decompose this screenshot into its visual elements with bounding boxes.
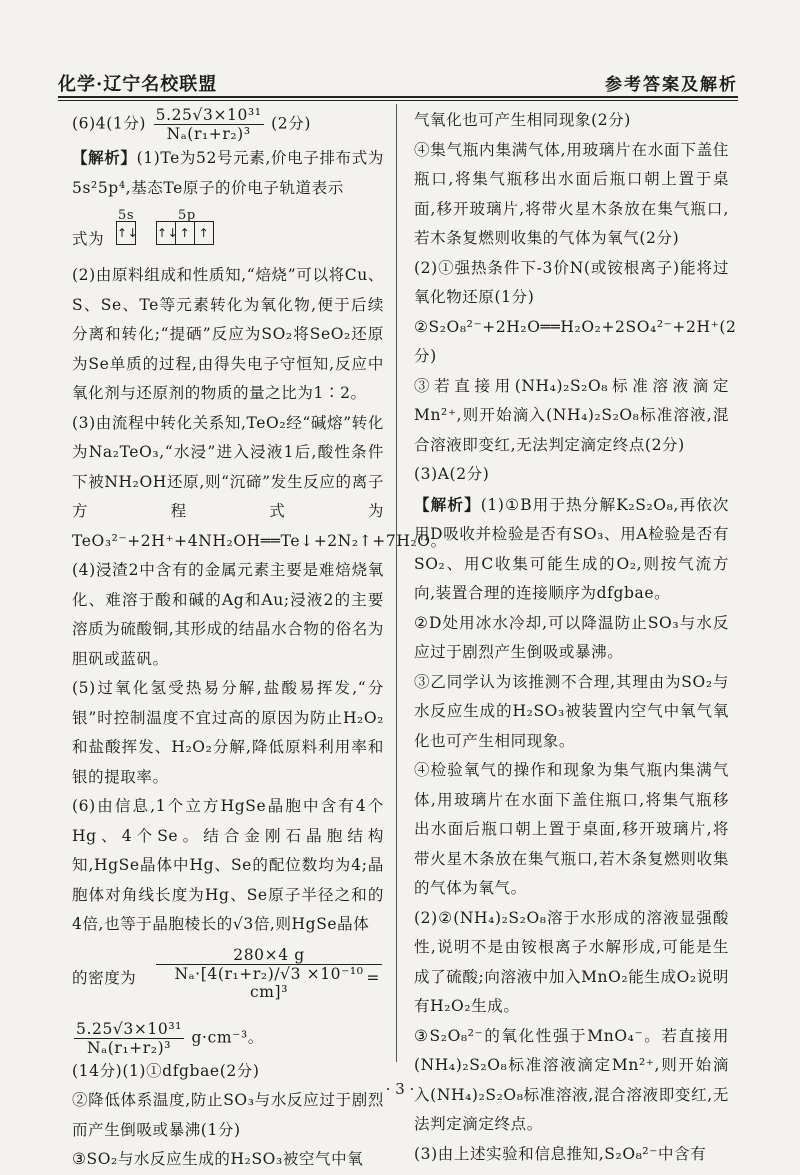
analysis-14-7: (3)由上述实验和信息推知,S₂O₈²⁻中含有: [414, 1144, 707, 1163]
analysis-14-5: (2)②(NH₄)₂S₂O₈溶于水形成的溶液显强酸性,说明不是由铵根离子水解形成,可能是生成了硫酸;向溶液中加入MnO₂能生成O₂说明有H₂O₂生成。: [414, 908, 729, 1015]
header-section: 参考答案及解析: [605, 75, 738, 95]
analysis-14-6: ③S₂O₈²⁻的氧化性强于MnO₄⁻。若直接用(NH₄)₂S₂O₈标准溶液滴定Mn²⁺,则开始滴入(NH₄)₂S₂O₈标准溶液,混合溶液即变红,无法判定滴定终点。: [414, 1026, 729, 1133]
analysis-tag: 【解析】: [72, 148, 137, 167]
orbital-5p-cell: ↑: [198, 226, 210, 240]
analysis-14-1-text: (1)①B用于热分解K₂S₂O₈,再依次用D吸收并检验是否有SO₃、用A检验是否有SO₂、用C收集可能生成的O₂,则按气流方向,装置合理的连接顺序为dfgbae。: [414, 495, 730, 602]
header-rule-thin: [58, 100, 738, 101]
density-fraction: [156, 946, 382, 1001]
orbital-5s-label: 5s: [118, 208, 135, 223]
analysis-5: (5)过氧化氢受热易分解,盐酸易挥发,“分银”时控制温度不宜过高的原因为防止H₂O₂和盐酸挥发、H₂O₂分解,降低原料利用率和银的提取率。: [72, 679, 384, 786]
header-subject: 化学·辽宁名校联盟: [58, 74, 218, 95]
density-denominator: Nₐ·[4(r₁+r₂)/√3 ×10⁻¹⁰ cm]³: [174, 964, 364, 1001]
analysis-1: [72, 143, 384, 203]
analysis-2: (2)由原料组成和性质知,“焙烧”可以将Cu、S、Se、Te等元素转化为氧化物,便于后续分离和转化;“提硒”反应为SO₂将SeO₂还原为Se单质的过程,由得失电子守恒知,反应中氧化剂与还原剂的物质的量之比为1∶2。: [72, 266, 384, 402]
answer-4: ④集气瓶内集满气体,用玻璃片在水面下盖住瓶口,将集气瓶移出水面后瓶口朝上置于桌面,移开玻璃片,将带火星木条放在集气瓶口,若木条复燃则收集的气体为氧气(2分): [414, 140, 729, 247]
orbital-5s-box: [116, 221, 139, 245]
question-14-answer-2: ②降低体系温度,防止SO₃与水反应过于剧烈而产生倒吸或暴沸(1分): [72, 1091, 384, 1139]
analysis-14-4: ④检验氧气的操作和现象为集气瓶内集满气体,用玻璃片在水面下盖住瓶口,将集气瓶移出水面后瓶口朝上置于桌面,移开玻璃片,将带火星木条放在集气瓶口,若木条复燃则收集的气体为氧气。: [414, 761, 729, 897]
analysis-14-3: ③乙同学认为该推测不合理,其理由为SO₂与水反应生成的H₂SO₃被装置内空气中氧气氧化也可产生相同现象。: [414, 672, 729, 750]
density-result: [72, 1020, 384, 1057]
orbital-diagram-line: [72, 203, 384, 261]
answer-2-3: ③若直接用(NH₄)₂S₂O₈标准溶液滴定Mn²⁺,则开始滴入(NH₄)₂S₂O₈标准溶液,混合溶液即变红,无法判定滴定终点(2分): [414, 376, 729, 454]
orbital-5p-boxes: [156, 221, 214, 245]
orbital-5s-electrons: ↑↓: [117, 226, 139, 240]
density-result-denominator: Nₐ(r₁+r₂)³: [86, 1038, 172, 1057]
density-numerator: 280×4 g: [156, 946, 382, 965]
analysis-6: (6)由信息,1个立方HgSe晶胞中含有4个Hg、4个Se。结合金刚石晶胞结构知,HgSe晶体中Hg、Se的配位数均为4;晶胞体对角线长度为Hg、Se原子半径之和的4倍,也等于晶胞棱长的√3倍,则HgSe晶体: [72, 797, 384, 933]
page-number: · 3 ·: [385, 1080, 415, 1098]
answer-6-fraction: [154, 106, 264, 143]
density-result-numerator: 5.25√3×10³¹: [76, 1019, 182, 1038]
answer-6-numerator: 5.25√3×10³¹: [155, 106, 262, 124]
density-formula: [72, 940, 384, 1020]
right-column: [414, 106, 737, 1169]
analysis-4: (4)浸渣2中含有的金属元素主要是难焙烧氧化、难溶于酸和碱的Ag和Au;浸液2的主要溶质为硫酸铜,其形成的结晶水合物的俗名为胆矾或蓝矾。: [72, 561, 384, 668]
answer-continued: 气氧化也可产生相同现象(2分): [414, 111, 631, 129]
question-14-answer-3: ③SO₂与水反应生成的H₂SO₃被空气中氧: [72, 1150, 364, 1168]
answer-2-1: (2)①强热条件下-3价N(或铵根离子)能将过氧化物还原(1分): [414, 258, 729, 306]
orbital-prefix: 式为: [72, 230, 105, 248]
density-label: 的密度为: [72, 968, 137, 987]
column-divider: [396, 104, 397, 1062]
analysis-tag: 【解析】: [414, 494, 481, 514]
answer-3: (3)A(2分): [414, 465, 490, 483]
analysis-1-text: (1)Te为52号元素,价电子排布式为5s²5p⁴,基态Te原子的价电子轨道表示: [72, 149, 384, 197]
analysis-14-1: [414, 490, 729, 609]
orbital-5p-cell: ↑: [176, 222, 195, 244]
orbital-5p-label: 5p: [178, 208, 196, 223]
density-equals: =: [366, 968, 380, 987]
answer-2-2: ②S₂O₈²⁻+2H₂O══H₂O₂+2SO₄²⁻+2H⁺(2分): [414, 317, 737, 365]
question-14-answer-1: (14分)(1)①dfgbae(2分): [72, 1061, 260, 1080]
answer-6-score: (2分): [271, 114, 311, 133]
analysis-14-2: ②D处用冰水冷却,可以降温防止SO₃与水反应过于剧烈产生倒吸或暴沸。: [414, 613, 729, 661]
answer-6: [72, 106, 384, 143]
analysis-3: (3)由流程中转化关系知,TeO₂经“碱熔”转化为Na₂TeO₃,“水浸”进入浸液1后,酸性条件下被NH₂OH还原,则“沉碲”发生反应的离子方程式为TeO₃²⁻+2H⁺+4NH₂OH══Te↓+2N₂↑+7H₂O。: [72, 413, 447, 550]
orbital-5p-cell: ↑↓: [157, 222, 176, 244]
density-result-unit: g·cm⁻³。: [191, 1028, 264, 1046]
page-header: [58, 66, 738, 98]
answer-6-denominator: Nₐ(r₁+r₂)³: [166, 125, 251, 143]
answer-6-label: (6)4(1分): [72, 114, 147, 133]
header-rule: [58, 96, 738, 98]
density-result-fraction: [74, 1020, 184, 1057]
left-column: [72, 106, 447, 1175]
